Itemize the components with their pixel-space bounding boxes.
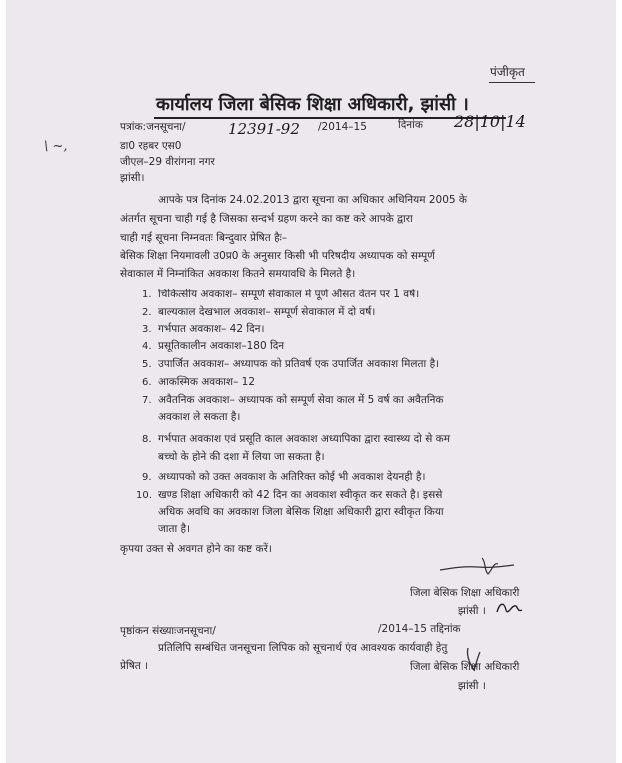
reference-date-handwritten: 28|10|14 [454, 112, 526, 131]
body-line: सेवाकाल में निम्नांकित अवकाश कितने समयावधि के मिलते है। [120, 268, 356, 280]
item-number: 5. [142, 359, 152, 370]
reference-year: /2014–15 [318, 121, 367, 133]
closing-line: कृपया उक्त से अवगत होने का कष्ट करें। [120, 543, 272, 555]
signature-scribble [438, 552, 518, 580]
item-number: 7. [142, 395, 152, 406]
endorsement-text: प्रेषित । [120, 660, 149, 672]
body-line: बेसिक शिक्षा नियमावली उ0प्र0 के अनुसार किसी भी परिषदीय अध्यापक को सम्पूर्ण [120, 250, 435, 262]
signature-1-place: झांसी । [458, 605, 486, 617]
office-heading: कार्यालय जिला बेसिक शिक्षा अधिकारी, झांसी । [156, 94, 469, 115]
leave-item-text: उपार्जित अवकाश– अध्यापक को प्रतिवर्ष एक उपार्जित अवकाश मिलता है। [158, 358, 440, 370]
addressee-address: जीएल–29 वीरांगना नगर [120, 156, 215, 168]
initials-scribble [494, 598, 524, 618]
leave-item-text: अध्यापको को उक्त अवकाश के अतिरिक्त कोई भी अवकाश देयनही है। [158, 471, 426, 483]
letter-page [6, 0, 616, 763]
item-number: 10. [136, 490, 152, 501]
body-line: आपके पत्र दिनांक 24.02.2013 द्वारा सूचना का अधिकार अधिनियम 2005 के [158, 194, 467, 206]
item-number: 3. [142, 324, 152, 335]
item-number: 1. [142, 289, 152, 300]
leave-item-text: अवैतनिक अवकाश– अध्यापक को सम्पूर्ण सेवा काल में 5 वर्ष का अवैतनिक [158, 394, 444, 406]
endorsement-text: प्रतिलिपि सम्बंधित जनसूचना लिपिक को सूचनार्थ एंव आवश्यक कार्यवाही हेतु [158, 642, 448, 654]
item-number: 2. [142, 307, 152, 318]
margin-scribble: \ ~, [44, 139, 68, 154]
leave-item-text: गर्भपात अवकाश एवं प्रसूति काल अवकाश अध्यापिका द्वारा स्वास्थ्य दो से कम [158, 433, 450, 445]
signature-1-designation: जिला बेसिक शिक्षा अधिकारी [410, 587, 520, 599]
reference-date-label: दिनांक [398, 119, 423, 131]
leave-item-text: अवकाश ले सकता है। [158, 411, 241, 423]
leave-item-text: आकस्मिक अवकाश– 12 [158, 376, 256, 388]
item-number: 9. [142, 472, 152, 483]
endorsement-year-date: /2014–15 तद्दिनांक [378, 623, 461, 635]
reference-label: पत्रांक:जनसूचना/ [120, 121, 186, 133]
item-number: 8. [142, 434, 152, 445]
leave-item-text: चिकित्सीय अवकाश– सम्पूर्ण सेवाकाल में पूर्ण औसत वेतन पर 1 वर्ष। [158, 289, 420, 300]
signature-2-place: झांसी । [458, 680, 486, 692]
addressee-city: झांसी। [120, 172, 145, 184]
leave-item-text: प्रसूतिकालीन अवकाश–180 दिन [158, 340, 285, 352]
signature-2-designation: जिला बेसिक शिक्षा अधिकारी [410, 661, 520, 673]
addressee-name: डा0 रहबर एस0 [120, 140, 182, 152]
leave-item-text: गर्भपात अवकाश– 42 दिन। [158, 323, 265, 335]
item-number: 4. [142, 341, 152, 352]
leave-item-text: बाल्यकाल देखभाल अवकाश– सम्पूर्ण सेवाकाल में दो वर्ष। [158, 306, 376, 318]
item-number: 6. [142, 377, 152, 388]
body-line: चाही गई सूचना निम्नवतः बिन्दुवार प्रेषित हैः– [120, 232, 288, 244]
leave-item-text: जाता है। [158, 523, 191, 535]
registration-mark: पंजीकृत [490, 65, 525, 79]
endorsement-label: पृष्ठांकन संख्याःजनसूचना/ [120, 625, 216, 637]
leave-item-text: अधिक अवधि का अवकाश जिला बेसिक शिक्षा अधिकारी द्वारा स्वीकृत किया [158, 506, 444, 518]
registration-underline [489, 82, 535, 83]
reference-number-handwritten: 12391-92 [228, 120, 300, 138]
body-line: अंतर्गत सूचना चाही गई है जिसका सन्दर्भ ग्रहण करने का कष्ट करे आपके द्वारा [120, 213, 413, 225]
leave-item-text: खण्ड शिक्षा अधिकारी को 42 दिन का अवकाश स्वीकृत कर सकते है। इससे [158, 489, 443, 501]
leave-item-text: बच्चो के होने की दशा में लिया जा सकता है। [158, 451, 325, 463]
